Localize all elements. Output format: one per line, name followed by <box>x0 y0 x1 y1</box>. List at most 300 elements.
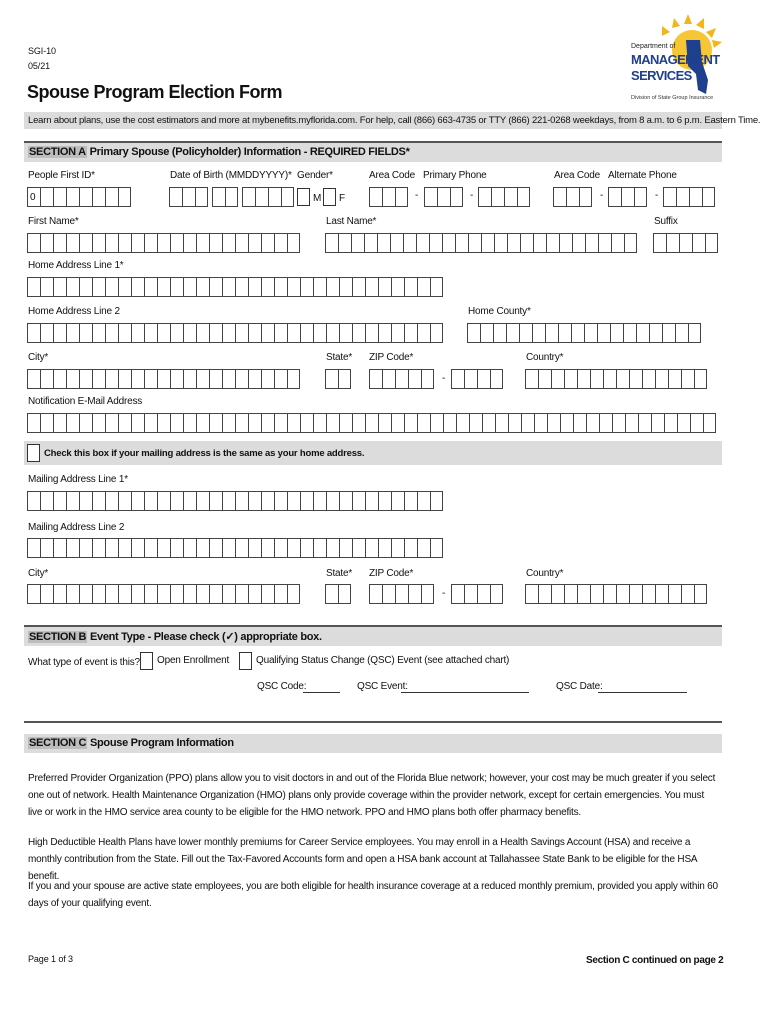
qsc-event-line[interactable] <box>401 692 529 693</box>
input-cell[interactable] <box>209 323 222 343</box>
input-cell[interactable] <box>675 323 688 343</box>
input-cell[interactable] <box>520 233 533 253</box>
input-cell[interactable] <box>222 369 235 389</box>
input-cell[interactable] <box>27 277 40 297</box>
input-cell[interactable] <box>196 491 209 511</box>
input-cell[interactable] <box>507 233 520 253</box>
input-cell[interactable] <box>395 369 408 389</box>
input-cell[interactable] <box>196 277 209 297</box>
input-cell[interactable] <box>326 413 339 433</box>
input-cell[interactable] <box>92 369 105 389</box>
input-cell[interactable] <box>261 369 274 389</box>
input-cell[interactable] <box>339 491 352 511</box>
input-cell[interactable] <box>27 538 40 558</box>
input-cell[interactable] <box>118 491 131 511</box>
input-cell[interactable] <box>391 491 404 511</box>
input-cell[interactable] <box>222 491 235 511</box>
input-cell[interactable] <box>92 277 105 297</box>
country-field[interactable] <box>525 369 707 389</box>
input-cell[interactable] <box>467 323 480 343</box>
input-cell[interactable] <box>92 584 105 604</box>
input-cell[interactable] <box>261 538 274 558</box>
input-cell[interactable] <box>170 233 183 253</box>
input-cell[interactable] <box>395 187 408 207</box>
qsc-date-line[interactable] <box>598 692 687 693</box>
primary-phone-line[interactable] <box>478 187 530 207</box>
input-cell[interactable] <box>378 413 391 433</box>
input-cell[interactable] <box>325 584 338 604</box>
input-cell[interactable] <box>506 323 519 343</box>
input-cell[interactable] <box>300 538 313 558</box>
input-cell[interactable] <box>183 491 196 511</box>
input-cell[interactable] <box>118 323 131 343</box>
input-cell[interactable] <box>222 323 235 343</box>
input-cell[interactable] <box>352 323 365 343</box>
input-cell[interactable] <box>118 233 131 253</box>
input-cell[interactable] <box>450 187 463 207</box>
input-cell[interactable] <box>53 584 66 604</box>
input-cell[interactable] <box>559 233 572 253</box>
input-cell[interactable] <box>40 369 53 389</box>
input-cell[interactable] <box>579 187 592 207</box>
input-cell[interactable] <box>313 277 326 297</box>
input-cell[interactable] <box>274 413 287 433</box>
input-cell[interactable] <box>430 277 443 297</box>
input-cell[interactable] <box>66 323 79 343</box>
input-cell[interactable] <box>40 538 53 558</box>
input-cell[interactable] <box>261 277 274 297</box>
input-cell[interactable] <box>248 233 261 253</box>
input-cell[interactable] <box>424 187 437 207</box>
input-cell[interactable] <box>608 187 621 207</box>
input-cell[interactable] <box>681 369 694 389</box>
input-cell[interactable] <box>261 233 274 253</box>
input-cell[interactable] <box>144 491 157 511</box>
input-cell[interactable] <box>521 413 534 433</box>
input-cell[interactable] <box>235 369 248 389</box>
input-cell[interactable] <box>196 369 209 389</box>
input-cell[interactable] <box>491 187 504 207</box>
input-cell[interactable] <box>599 413 612 433</box>
input-cell[interactable] <box>378 538 391 558</box>
input-cell[interactable] <box>382 369 395 389</box>
input-cell[interactable] <box>404 277 417 297</box>
input-cell[interactable] <box>287 491 300 511</box>
input-cell[interactable] <box>248 369 261 389</box>
input-cell[interactable] <box>468 233 481 253</box>
input-cell[interactable] <box>577 369 590 389</box>
input-cell[interactable] <box>624 233 637 253</box>
input-cell[interactable] <box>274 277 287 297</box>
input-cell[interactable] <box>66 187 79 207</box>
input-cell[interactable] <box>92 491 105 511</box>
input-cell[interactable] <box>209 369 222 389</box>
input-cell[interactable] <box>651 413 664 433</box>
input-cell[interactable] <box>255 187 268 207</box>
input-cell[interactable] <box>131 369 144 389</box>
input-cell[interactable] <box>430 538 443 558</box>
input-cell[interactable] <box>610 323 623 343</box>
input-cell[interactable] <box>27 233 40 253</box>
input-cell[interactable] <box>66 233 79 253</box>
input-cell[interactable] <box>391 413 404 433</box>
input-cell[interactable] <box>261 491 274 511</box>
home-county-field[interactable] <box>467 323 701 343</box>
input-cell[interactable] <box>105 584 118 604</box>
input-cell[interactable] <box>157 538 170 558</box>
state-field[interactable] <box>325 369 351 389</box>
input-cell[interactable] <box>248 277 261 297</box>
input-cell[interactable] <box>430 323 443 343</box>
dob-field[interactable] <box>169 187 294 207</box>
input-cell[interactable] <box>209 277 222 297</box>
input-cell[interactable] <box>364 233 377 253</box>
input-cell[interactable] <box>586 413 599 433</box>
input-cell[interactable] <box>692 233 705 253</box>
input-cell[interactable] <box>144 538 157 558</box>
input-cell[interactable] <box>66 277 79 297</box>
input-cell[interactable] <box>79 538 92 558</box>
input-cell[interactable] <box>571 323 584 343</box>
input-cell[interactable] <box>464 369 477 389</box>
input-cell[interactable] <box>416 233 429 253</box>
mail-zip-field[interactable] <box>369 584 434 604</box>
input-cell[interactable] <box>92 538 105 558</box>
input-cell[interactable] <box>287 538 300 558</box>
input-cell[interactable] <box>313 413 326 433</box>
input-cell[interactable] <box>261 584 274 604</box>
input-cell[interactable] <box>222 584 235 604</box>
input-cell[interactable] <box>404 491 417 511</box>
input-cell[interactable] <box>268 187 281 207</box>
input-cell[interactable] <box>300 491 313 511</box>
input-cell[interactable] <box>377 233 390 253</box>
input-cell[interactable] <box>40 491 53 511</box>
input-cell[interactable] <box>66 491 79 511</box>
input-cell[interactable] <box>478 187 491 207</box>
input-cell[interactable] <box>169 187 182 207</box>
input-cell[interactable] <box>66 413 79 433</box>
input-cell[interactable] <box>616 584 629 604</box>
input-cell[interactable] <box>351 233 364 253</box>
input-cell[interactable] <box>495 413 508 433</box>
input-cell[interactable] <box>404 413 417 433</box>
input-cell[interactable] <box>131 538 144 558</box>
input-cell[interactable] <box>590 369 603 389</box>
input-cell[interactable] <box>517 187 530 207</box>
input-cell[interactable] <box>170 323 183 343</box>
mail-country-field[interactable] <box>525 584 707 604</box>
input-cell[interactable] <box>378 491 391 511</box>
input-cell[interactable] <box>690 413 703 433</box>
mail-addr2-field[interactable] <box>27 538 443 558</box>
input-cell[interactable] <box>287 277 300 297</box>
input-cell[interactable] <box>694 369 707 389</box>
input-cell[interactable] <box>663 187 676 207</box>
input-cell[interactable] <box>538 584 551 604</box>
input-cell[interactable] <box>157 277 170 297</box>
input-cell[interactable] <box>382 187 395 207</box>
input-cell[interactable] <box>490 584 503 604</box>
input-cell[interactable] <box>222 413 235 433</box>
input-cell[interactable] <box>287 323 300 343</box>
same-address-checkbox[interactable] <box>27 444 40 462</box>
input-cell[interactable] <box>79 233 92 253</box>
input-cell[interactable] <box>547 413 560 433</box>
input-cell[interactable] <box>662 323 675 343</box>
input-cell[interactable] <box>390 233 403 253</box>
input-cell[interactable] <box>313 323 326 343</box>
input-cell[interactable] <box>274 323 287 343</box>
input-cell[interactable] <box>27 413 40 433</box>
input-cell[interactable] <box>482 413 495 433</box>
input-cell[interactable] <box>157 584 170 604</box>
input-cell[interactable] <box>79 277 92 297</box>
input-cell[interactable] <box>417 277 430 297</box>
input-cell[interactable] <box>437 187 450 207</box>
input-cell[interactable] <box>577 584 590 604</box>
first-name-field[interactable] <box>27 233 300 253</box>
zip-ext-field[interactable] <box>451 369 503 389</box>
input-cell[interactable] <box>352 538 365 558</box>
input-cell[interactable] <box>157 369 170 389</box>
input-cell[interactable] <box>144 369 157 389</box>
input-cell[interactable] <box>339 323 352 343</box>
input-cell[interactable] <box>300 413 313 433</box>
input-cell[interactable] <box>53 277 66 297</box>
input-cell[interactable] <box>621 187 634 207</box>
mail-state-field[interactable] <box>325 584 351 604</box>
alt-phone-line[interactable] <box>663 187 715 207</box>
qsc-checkbox[interactable] <box>239 652 252 670</box>
input-cell[interactable] <box>144 233 157 253</box>
input-cell[interactable] <box>352 491 365 511</box>
input-cell[interactable] <box>281 187 294 207</box>
input-cell[interactable] <box>105 538 118 558</box>
input-cell[interactable] <box>369 584 382 604</box>
input-cell[interactable] <box>616 369 629 389</box>
input-cell[interactable] <box>365 277 378 297</box>
gender-m-checkbox[interactable] <box>297 188 310 206</box>
input-cell[interactable] <box>480 323 493 343</box>
input-cell[interactable] <box>572 233 585 253</box>
input-cell[interactable] <box>546 233 559 253</box>
input-cell[interactable] <box>325 233 338 253</box>
input-cell[interactable] <box>551 584 564 604</box>
input-cell[interactable] <box>212 187 225 207</box>
input-cell[interactable] <box>417 538 430 558</box>
input-cell[interactable] <box>664 413 677 433</box>
input-cell[interactable] <box>391 538 404 558</box>
input-cell[interactable] <box>235 233 248 253</box>
email-field[interactable] <box>27 413 716 433</box>
input-cell[interactable] <box>391 277 404 297</box>
input-cell[interactable] <box>564 584 577 604</box>
input-cell[interactable] <box>694 584 707 604</box>
input-cell[interactable] <box>451 369 464 389</box>
input-cell[interactable] <box>79 584 92 604</box>
input-cell[interactable] <box>248 538 261 558</box>
alt-phone-prefix[interactable] <box>608 187 647 207</box>
input-cell[interactable] <box>408 369 421 389</box>
input-cell[interactable] <box>666 233 679 253</box>
input-cell[interactable] <box>40 323 53 343</box>
zip-field[interactable] <box>369 369 434 389</box>
input-cell[interactable] <box>365 323 378 343</box>
home-addr2-field[interactable] <box>27 323 443 343</box>
open-enrollment-checkbox[interactable] <box>140 652 153 670</box>
last-name-field[interactable] <box>325 233 637 253</box>
input-cell[interactable] <box>196 413 209 433</box>
input-cell[interactable] <box>655 584 668 604</box>
input-cell[interactable] <box>274 538 287 558</box>
input-cell[interactable] <box>79 187 92 207</box>
input-cell[interactable] <box>274 233 287 253</box>
input-cell[interactable] <box>365 538 378 558</box>
input-cell[interactable] <box>705 233 718 253</box>
input-cell[interactable] <box>339 413 352 433</box>
input-cell[interactable] <box>451 584 464 604</box>
input-cell[interactable] <box>612 413 625 433</box>
input-cell[interactable] <box>183 584 196 604</box>
input-cell[interactable] <box>404 538 417 558</box>
input-cell[interactable] <box>170 538 183 558</box>
input-cell[interactable] <box>352 413 365 433</box>
input-cell[interactable] <box>118 369 131 389</box>
input-cell[interactable] <box>53 538 66 558</box>
input-cell[interactable] <box>464 584 477 604</box>
input-cell[interactable] <box>339 538 352 558</box>
input-cell[interactable] <box>157 323 170 343</box>
input-cell[interactable] <box>274 369 287 389</box>
input-cell[interactable] <box>53 491 66 511</box>
input-cell[interactable] <box>79 413 92 433</box>
input-cell[interactable] <box>79 323 92 343</box>
input-cell[interactable] <box>53 369 66 389</box>
input-cell[interactable] <box>634 187 647 207</box>
input-cell[interactable] <box>668 584 681 604</box>
input-cell[interactable] <box>182 187 195 207</box>
input-cell[interactable] <box>170 369 183 389</box>
input-cell[interactable] <box>313 491 326 511</box>
input-cell[interactable] <box>525 369 538 389</box>
input-cell[interactable] <box>629 584 642 604</box>
input-cell[interactable] <box>395 584 408 604</box>
input-cell[interactable] <box>92 233 105 253</box>
input-cell[interactable] <box>326 538 339 558</box>
input-cell[interactable] <box>209 584 222 604</box>
input-cell[interactable] <box>429 233 442 253</box>
input-cell[interactable] <box>365 491 378 511</box>
input-cell[interactable] <box>183 323 196 343</box>
input-cell[interactable] <box>118 277 131 297</box>
input-cell[interactable] <box>508 413 521 433</box>
input-cell[interactable] <box>325 369 338 389</box>
input-cell[interactable] <box>118 187 131 207</box>
input-cell[interactable] <box>326 491 339 511</box>
input-cell[interactable] <box>196 233 209 253</box>
input-cell[interactable] <box>248 491 261 511</box>
input-cell[interactable] <box>105 491 118 511</box>
input-cell[interactable] <box>677 413 690 433</box>
input-cell[interactable] <box>209 538 222 558</box>
input-cell[interactable] <box>53 187 66 207</box>
input-cell[interactable] <box>131 323 144 343</box>
input-cell[interactable] <box>681 584 694 604</box>
input-cell[interactable] <box>532 323 545 343</box>
input-cell[interactable] <box>261 413 274 433</box>
people-first-id-field[interactable] <box>27 187 131 207</box>
input-cell[interactable] <box>170 491 183 511</box>
input-cell[interactable] <box>338 369 351 389</box>
input-cell[interactable] <box>477 584 490 604</box>
input-cell[interactable] <box>403 233 416 253</box>
input-cell[interactable] <box>40 584 53 604</box>
input-cell[interactable] <box>53 233 66 253</box>
input-cell[interactable] <box>421 369 434 389</box>
input-cell[interactable] <box>636 323 649 343</box>
input-cell[interactable] <box>590 584 603 604</box>
input-cell[interactable] <box>287 413 300 433</box>
input-cell[interactable] <box>235 491 248 511</box>
input-cell[interactable] <box>118 538 131 558</box>
input-cell[interactable] <box>157 233 170 253</box>
area-code-field[interactable] <box>369 187 408 207</box>
input-cell[interactable] <box>378 323 391 343</box>
input-cell[interactable] <box>105 413 118 433</box>
input-cell[interactable] <box>27 491 40 511</box>
input-cell[interactable] <box>209 413 222 433</box>
input-cell[interactable] <box>443 413 456 433</box>
input-cell[interactable] <box>131 584 144 604</box>
input-cell[interactable] <box>274 491 287 511</box>
input-cell[interactable] <box>689 187 702 207</box>
input-cell[interactable] <box>642 584 655 604</box>
input-cell[interactable] <box>248 413 261 433</box>
input-cell[interactable] <box>274 584 287 604</box>
input-cell[interactable] <box>105 277 118 297</box>
input-cell[interactable] <box>170 584 183 604</box>
input-cell[interactable] <box>365 413 378 433</box>
input-cell[interactable] <box>421 584 434 604</box>
input-cell[interactable] <box>369 369 382 389</box>
input-cell[interactable] <box>66 369 79 389</box>
gender-f-checkbox[interactable] <box>323 188 336 206</box>
input-cell[interactable] <box>481 233 494 253</box>
suffix-field[interactable] <box>653 233 718 253</box>
input-cell[interactable] <box>545 323 558 343</box>
input-cell[interactable] <box>442 233 455 253</box>
input-cell[interactable] <box>92 187 105 207</box>
input-cell[interactable] <box>209 491 222 511</box>
input-cell[interactable] <box>676 187 689 207</box>
input-cell[interactable] <box>92 323 105 343</box>
input-cell[interactable] <box>369 187 382 207</box>
input-cell[interactable] <box>118 413 131 433</box>
input-cell[interactable] <box>525 584 538 604</box>
input-cell[interactable] <box>209 233 222 253</box>
input-cell[interactable] <box>157 491 170 511</box>
area-code2-field[interactable] <box>553 187 592 207</box>
input-cell[interactable] <box>235 323 248 343</box>
input-cell[interactable] <box>551 369 564 389</box>
input-cell[interactable] <box>504 187 517 207</box>
input-cell[interactable] <box>196 538 209 558</box>
input-cell[interactable] <box>53 413 66 433</box>
input-cell[interactable] <box>157 413 170 433</box>
input-cell[interactable] <box>603 584 616 604</box>
input-cell[interactable] <box>649 323 662 343</box>
